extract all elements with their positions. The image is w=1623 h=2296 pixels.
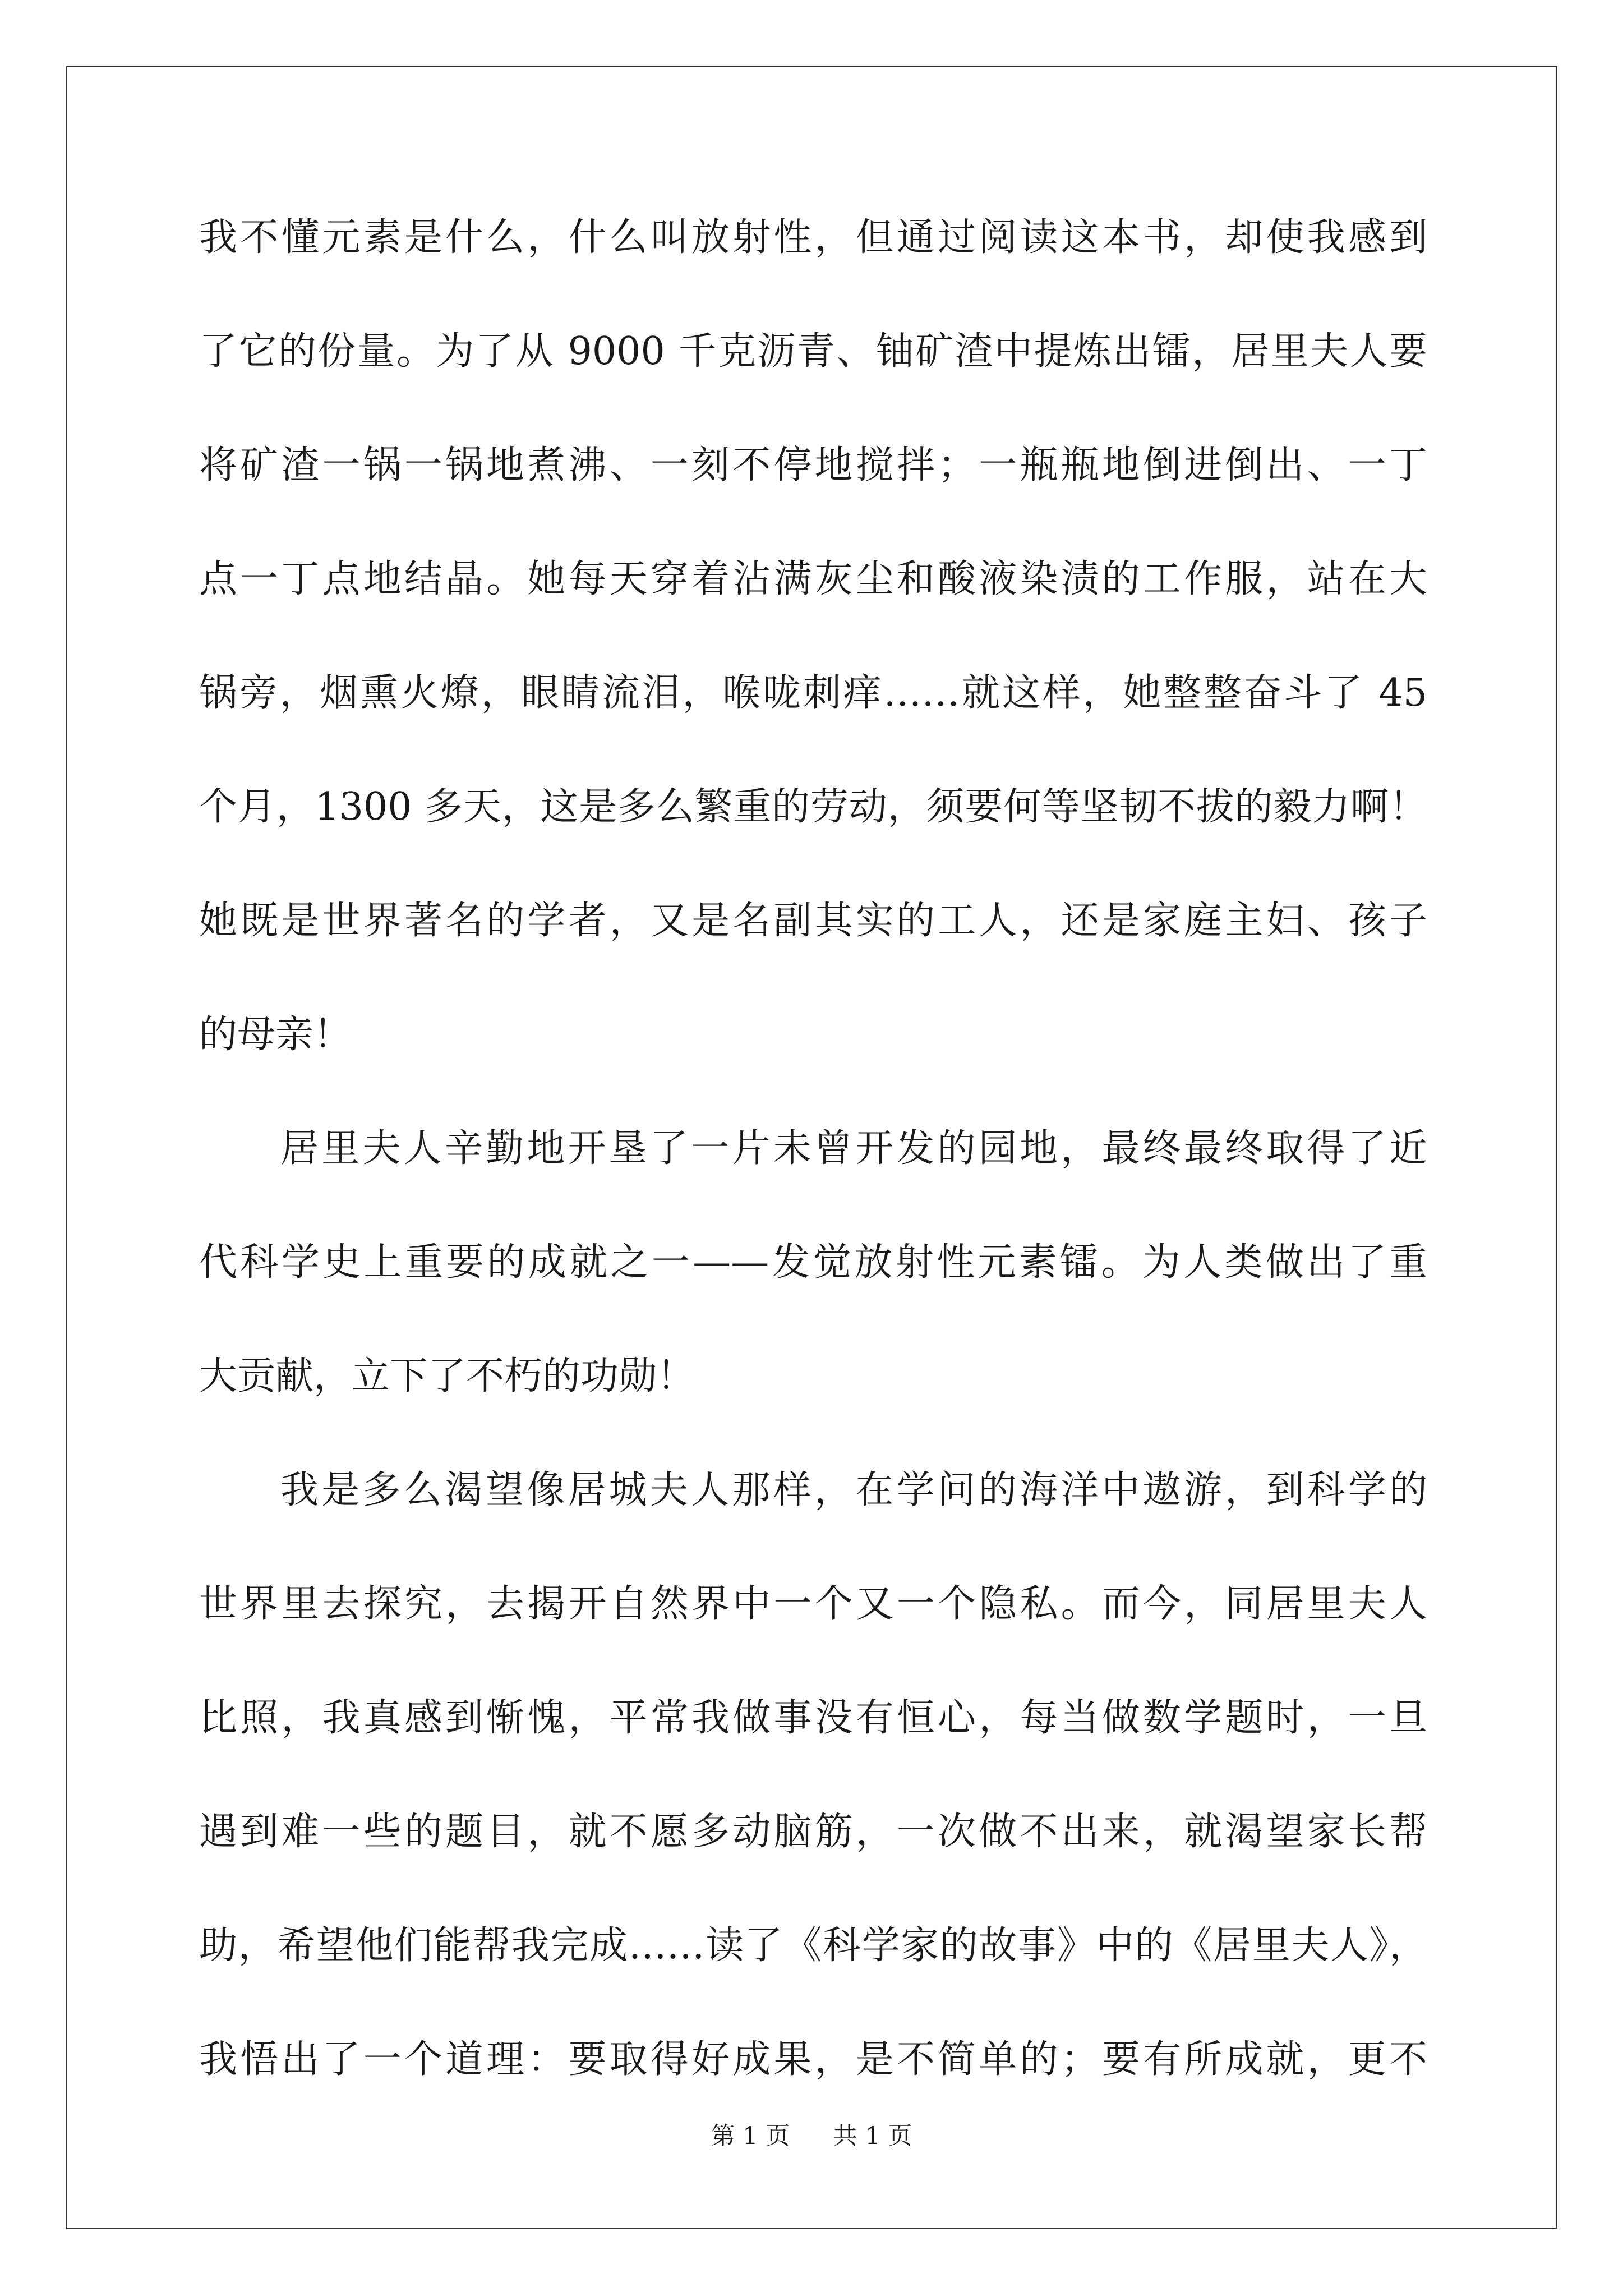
text-line: 助，希望他们能帮我完成……读了《科学家的故事》中的《居里夫人》， <box>199 1924 1427 1968</box>
text-line: 她既是世界著名的学者，又是名副其实的工人，还是家庭主妇、孩子 <box>199 899 1427 943</box>
text-line: 大贡献，立下了不朽的功勋！ <box>199 1354 695 1398</box>
text-line: 比照，我真感到惭愧，平常我做事没有恒心，每当做数学题时，一旦 <box>199 1696 1427 1740</box>
text-line: 世界里去探究，去揭开自然界中一个又一个隐私。而今，同居里夫人 <box>199 1582 1427 1626</box>
page-number-current: 第 1 页 <box>711 2122 790 2150</box>
text-line: 点一丁点地结晶。她每天穿着沾满灰尘和酸液染渍的工作服，站在大 <box>199 557 1427 601</box>
text-line: 锅旁，烟熏火燎，眼睛流泪，喉咙刺痒……就这样，她整整奋斗了 45 <box>199 671 1427 715</box>
page-number-total: 共 1 页 <box>833 2122 912 2150</box>
paragraph-first-line: 居里夫人辛勤地开垦了一片未曾开发的园地，最终最终取得了近 <box>280 1126 1427 1171</box>
text-line: 代科学史上重要的成就之一——发觉放射性元素镭。为人类做出了重 <box>199 1240 1427 1285</box>
text-line: 我不懂元素是什么，什么叫放射性，但通过阅读这本书，却使我感到 <box>199 215 1427 260</box>
text-line: 遇到难一些的题目，就不愿多动脑筋，一次做不出来，就渴望家长帮 <box>199 1810 1427 1854</box>
document-body <box>199 215 1427 2155</box>
page-footer <box>0 2122 1623 2150</box>
text-line: 个月，1300 多天，这是多么繁重的劳动，须要何等坚韧不拔的毅力啊！ <box>199 785 1427 829</box>
paragraph-first-line: 我是多么渴望像居城夫人那样，在学问的海洋中遨游，到科学的 <box>280 1468 1427 1512</box>
text-line: 将矿渣一锅一锅地煮沸、一刻不停地搅拌；一瓶瓶地倒进倒出、一丁 <box>199 443 1427 487</box>
text-line: 了它的份量。为了从 9000 千克沥青、铀矿渣中提炼出镭，居里夫人要 <box>199 329 1427 374</box>
text-line: 我悟出了一个道理：要取得好成果，是不简单的；要有所成就，更不 <box>199 2037 1427 2082</box>
text-line: 的母亲！ <box>199 1013 352 1057</box>
